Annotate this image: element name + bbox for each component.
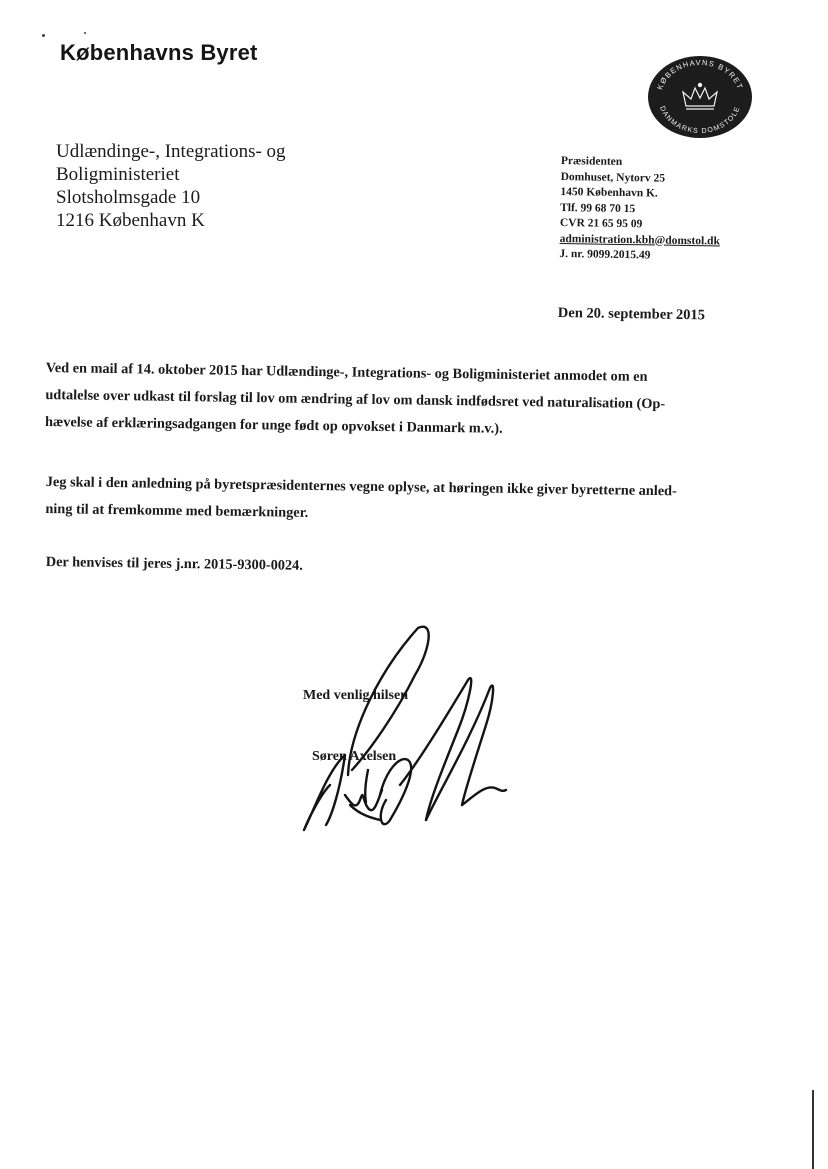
body-line: ning til at fremkomme med bemærkninger. <box>45 500 309 521</box>
recipient-line: 1216 København K <box>56 210 205 231</box>
scan-edge-line <box>812 1090 814 1169</box>
body-paragraph <box>46 549 746 586</box>
sender-title: Præsidenten <box>560 154 623 168</box>
court-seal-icon <box>647 55 753 139</box>
recipient-line: Slotsholmsgade 10 <box>56 187 201 208</box>
body-line: hævelse af erklæringsadgangen for unge født op opvokset i Danmark m.v.). <box>44 413 503 437</box>
court-name: Københavns Byret <box>60 40 258 65</box>
body-line: Der henvises til jeres j.nr. 2015-9300-0024. <box>45 553 303 574</box>
journal-number: J. nr. 9099.2015.49 <box>559 247 651 262</box>
sender-address-line: Domhuset, Nytorv 25 <box>560 170 666 185</box>
signer-name: Søren Axelsen <box>312 749 397 764</box>
scan-speck <box>42 34 45 37</box>
closing-greeting: Med venlig hilsen <box>303 688 409 703</box>
body-paragraph <box>45 355 746 446</box>
seal-text-top: KØBENHAVNS BYRET <box>655 57 745 91</box>
handwritten-signature <box>290 620 510 835</box>
sender-details <box>559 154 721 265</box>
sender-email-link[interactable]: administration.kbh@domstol.dk <box>559 232 720 248</box>
body-line: Ved en mail af 14. oktober 2015 har Udlændinge-, Integrations- og Boligministeriet anmodet om en <box>45 359 648 385</box>
scan-speck <box>84 32 86 34</box>
sender-cvr: CVR 21 65 95 09 <box>559 216 643 231</box>
recipient-line: Boligministeriet <box>56 164 180 185</box>
seal-text-bottom: DANMARKS DOMSTOLE <box>658 105 742 136</box>
body-paragraph <box>45 469 746 533</box>
body-line: udtalelse over udkast til forslag til lov om ændring af lov om dansk indfødsret ved naturalisation (Op- <box>45 386 666 413</box>
letter-date: Den 20. september 2015 <box>557 305 706 324</box>
recipient-line: Udlændinge-, Integrations- og <box>56 141 286 162</box>
recipient-address <box>56 140 286 232</box>
sender-phone: Tlf. 99 68 70 15 <box>560 201 636 215</box>
sender-address-line: 1450 København K. <box>560 185 658 200</box>
body-line: Jeg skal i den anledning på byretspræsidenternes vegne oplyse, at høringen ikke giver byretterne anled- <box>45 473 677 500</box>
